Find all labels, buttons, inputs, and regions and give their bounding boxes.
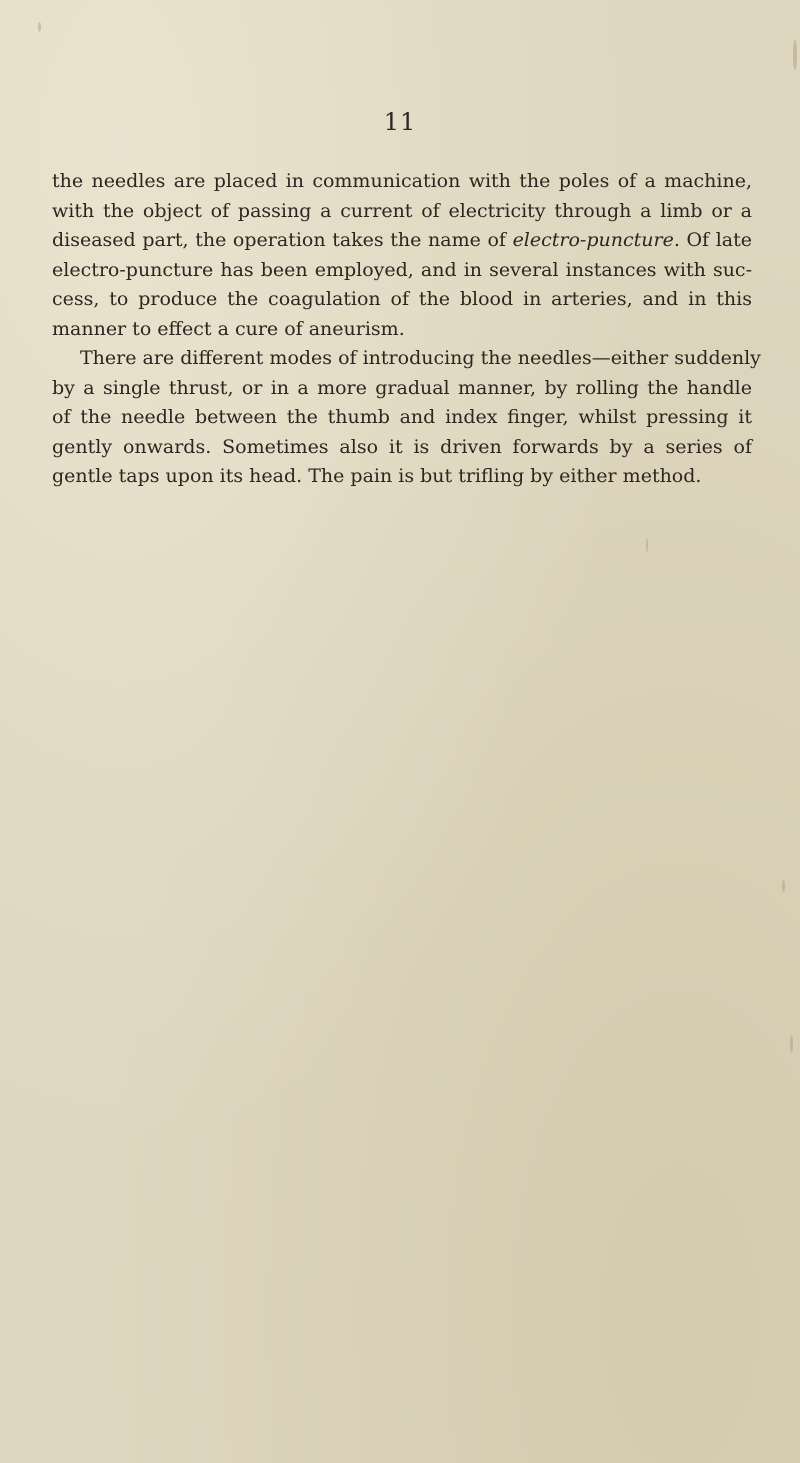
text-line: gently onwards. Sometimes also it is driven forwards by a series of <box>52 435 752 458</box>
text-line: cess, to produce the coagulation of the blood in arteries, and in this <box>52 288 752 310</box>
paper-speck <box>782 880 785 892</box>
text-line: with the object of passing a current of electricity through a limb or a <box>52 199 752 222</box>
text-segment: diseased part, the operation takes the name of <box>52 229 513 251</box>
page-number: 11 <box>383 108 417 136</box>
paper-speck <box>790 1035 793 1053</box>
text-segment: . Of late <box>673 229 752 251</box>
paper-speck <box>793 40 797 70</box>
text-line: gentle taps upon its head. The pain is but trifling by either method. <box>52 465 702 487</box>
italic-term: electro-puncture <box>512 229 674 251</box>
text-line: manner to effect a cure of aneurism. <box>52 317 405 340</box>
text-line: of the needle between the thumb and index finger, whilst pressing it <box>52 406 752 428</box>
body-text <box>52 167 761 492</box>
text-line: the needles are placed in communication with the poles of a machine, <box>52 170 752 192</box>
paragraph-1 <box>52 167 752 344</box>
text-line: There are different modes of introducing the needles—either suddenly <box>80 347 761 369</box>
text-line <box>52 226 752 256</box>
paper-speck <box>646 538 648 552</box>
text-line: by a single thrust, or in a more gradual manner, by rolling the handle <box>52 376 752 399</box>
text-line: electro-puncture has been employed, and in several instances with suc- <box>52 258 752 281</box>
paper-speck <box>38 22 41 32</box>
paragraph-2 <box>52 344 761 492</box>
